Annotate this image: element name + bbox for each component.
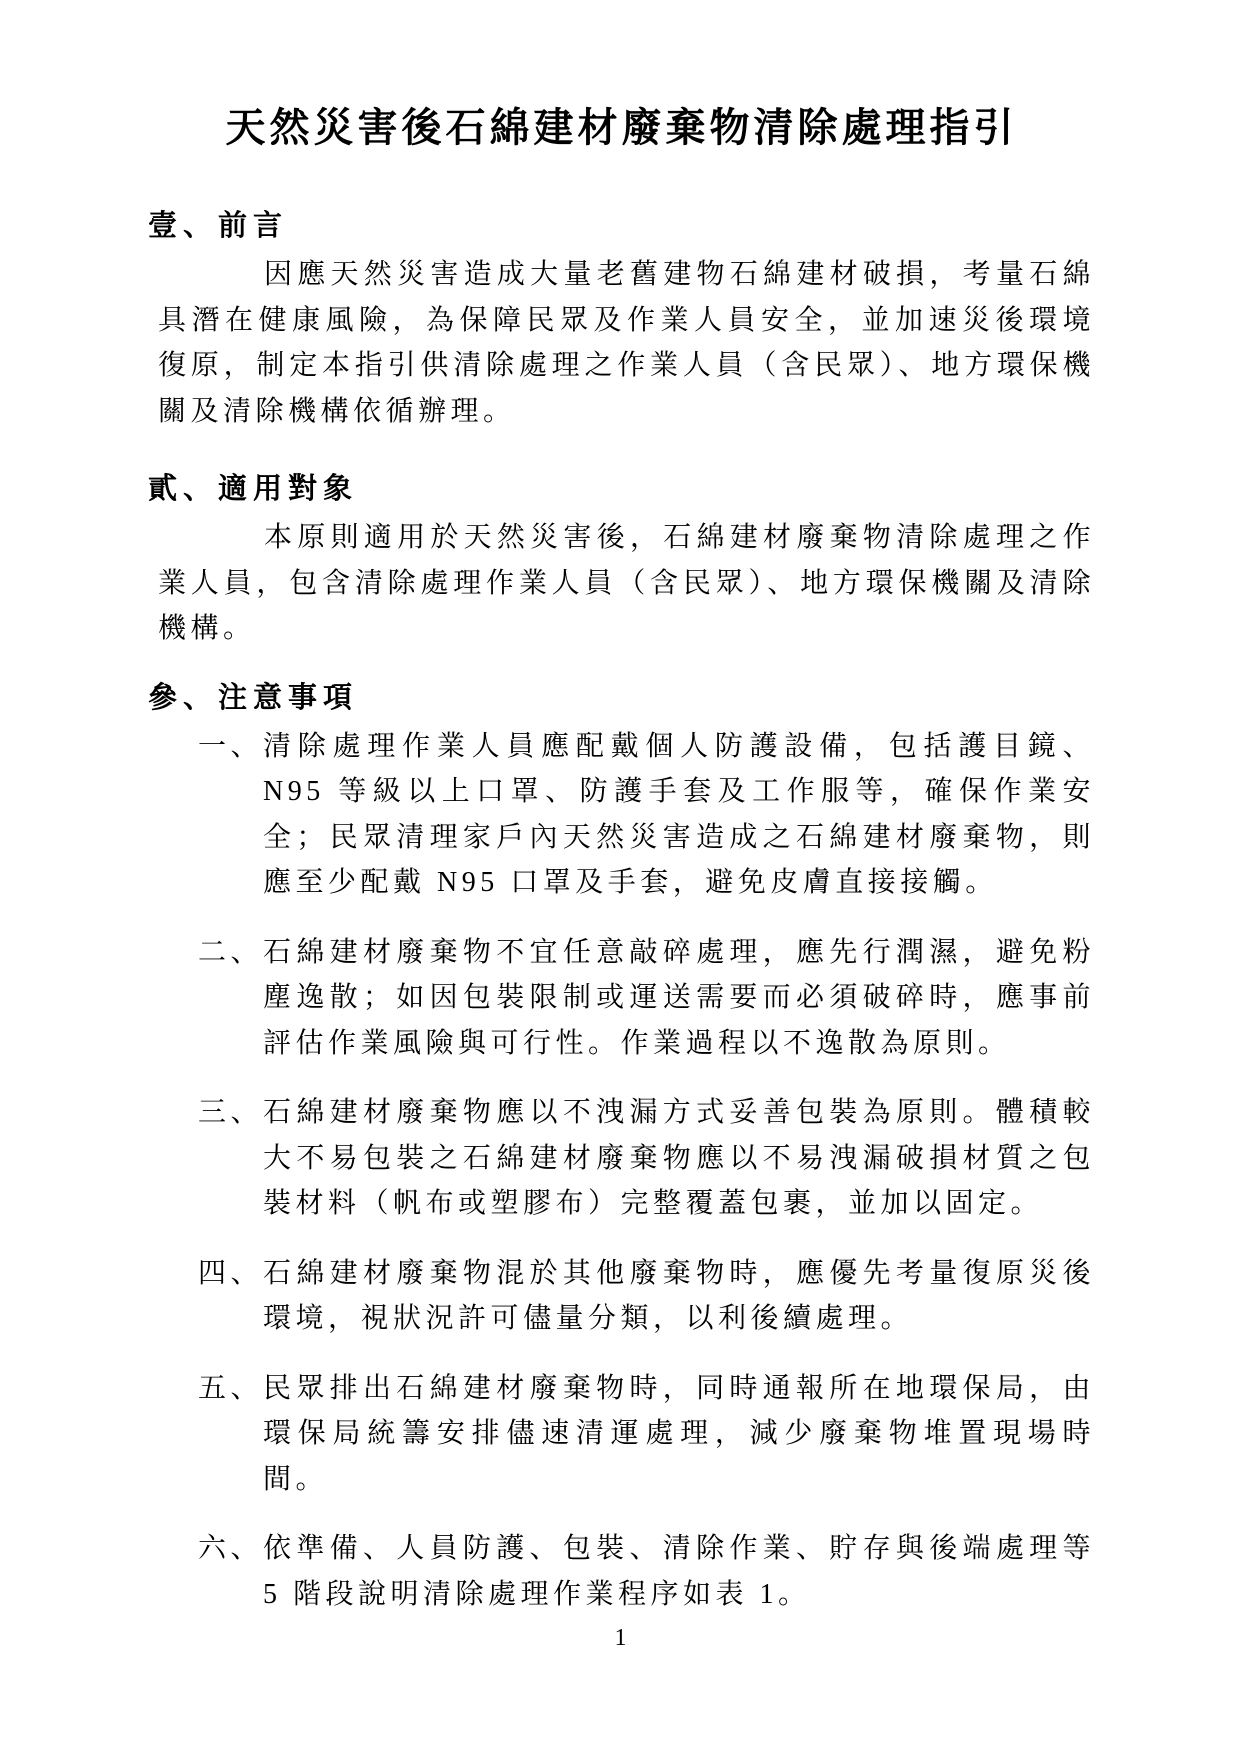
document-title: 天然災害後石綿建材廢棄物清除處理指引: [225, 105, 1018, 150]
note-item-4-number: 四、: [198, 1257, 264, 1289]
notes-list: [148, 724, 1095, 1618]
note-item-1: [198, 724, 1095, 906]
note-item-6-text: 依準備、人員防護、包裝、清除作業、貯存與後端處理等 5 階段說明清除處理作業程序如表 1。: [263, 1533, 1095, 1610]
note-item-3: [198, 1090, 1095, 1227]
note-item-3-number: 三、: [198, 1097, 264, 1128]
note-item-6: [198, 1526, 1095, 1617]
note-item-6-number: 六、: [198, 1533, 264, 1564]
section-heading-notes: 參、注意事項: [148, 681, 359, 714]
scope-paragraph: 本原則適用於天然災害後，石綿建材廢棄物清除處理之作業人員，包含清除處理作業人員（含民眾）、地方環保機關及清除機構。: [158, 522, 1095, 644]
note-item-1-number: 一、: [198, 730, 264, 762]
note-item-1-text: 清除處理作業人員應配戴個人防護設備，包括護目鏡、N95 等級以上口罩、防護手套及工作服等，確保作業安全；民眾清理家戶內天然災害造成之石綿建材廢棄物，則應至少配戴 N95 口罩及手套，避免皮膚直接接觸。: [263, 730, 1095, 898]
note-item-2-text: 石綿建材廢棄物不宜任意敲碎處理，應先行潤濕，避免粉塵逸散；如因包裝限制或運送需要而必須破碎時，應事前評估作業風險與可行性。作業過程以不逸散為原則。: [263, 936, 1095, 1059]
preface-paragraph: 因應天然災害造成大量老舊建物石綿建材破損，考量石綿具潛在健康風險，為保障民眾及作業人員安全，並加速災後環境復原，制定本指引供清除處理之作業人員（含民眾）、地方環保機關及清除機構依循辦理。: [158, 259, 1095, 427]
section-scope: [148, 467, 1095, 652]
section-heading-preface: 壹、前言: [148, 210, 289, 242]
note-item-2-number: 二、: [198, 936, 264, 968]
page-number: 1: [614, 1625, 627, 1651]
note-item-5-number: 五、: [198, 1372, 264, 1404]
note-item-2: [198, 930, 1095, 1067]
note-item-3-text: 石綿建材廢棄物應以不洩漏方式妥善包裝為原則。體積較大不易包裝之石綿建材廢棄物應以不易洩漏破損材質之包裝材料（帆布或塑膠布）完整覆蓋包裹，並加以固定。: [263, 1097, 1095, 1219]
section-heading-scope: 貳、適用對象: [148, 473, 359, 505]
note-item-4: [198, 1251, 1095, 1342]
note-item-5-text: 民眾排出石綿建材廢棄物時，同時通報所在地環保局，由環保局統籌安排儘速清運處理，減少廢棄物堆置現場時間。: [263, 1372, 1095, 1495]
section-notes: [148, 676, 1095, 1618]
note-item-4-text: 石綿建材廢棄物混於其他廢棄物時，應優先考量復原災後環境，視狀況許可儘量分類，以利後續處理。: [263, 1257, 1095, 1334]
note-item-5: [198, 1366, 1095, 1503]
section-preface: [148, 204, 1095, 434]
